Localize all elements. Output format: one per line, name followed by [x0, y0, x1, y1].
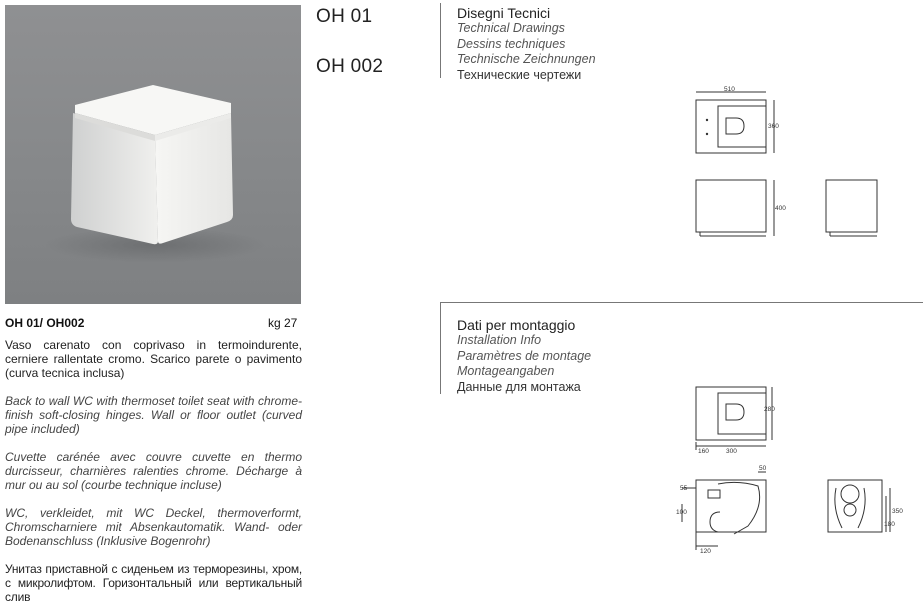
wc-illustration: [5, 5, 301, 304]
code-oh002: OH 002: [316, 56, 384, 77]
dim-height: 400: [775, 205, 786, 212]
drawings-subtitle-en: Technical Drawings: [457, 21, 565, 35]
dim-55: 55: [680, 485, 688, 492]
dim-120: 120: [700, 548, 711, 555]
drawings-divider: [440, 3, 441, 78]
description-en: Back to wall WC with thermoset toilet seat with chrome-finish soft-closing hinges. Wall or floor outlet (curved pipe included): [5, 394, 302, 436]
installation-drawings: [660, 380, 905, 555]
install-section-view: [696, 480, 766, 532]
dim-160: 160: [698, 448, 709, 455]
description-it: Vaso carenato con coprivaso in termoindurente, cerniere rallentate cromo. Scarico parete o pavimento (curva tecnica inclusa): [5, 338, 302, 380]
dim-depth: 360: [768, 123, 779, 130]
drawings-subtitle-fr: Dessins techniques: [457, 36, 566, 51]
top-view-outline: [696, 100, 766, 153]
product-name: OH 01/ OH002: [5, 316, 85, 330]
side-view-outline: [826, 180, 877, 232]
product-photo: [5, 5, 301, 304]
description-fr: Cuvette carénée avec couvre cuvette en thermo durcisseur, charnières ralenties chrome. Décharge à mur ou au sol (courbe technique incluse): [5, 450, 302, 492]
installation-subtitle-ru: Данные для монтажа: [457, 379, 581, 394]
drawings-subtitle-de: Technische Zeichnungen: [457, 52, 596, 66]
dim-100: 100: [676, 509, 687, 516]
installation-header: [457, 317, 591, 395]
installation-subtitle-de: Montageangaben: [457, 364, 555, 378]
drawings-header: [457, 5, 596, 83]
code-oh01: OH 01: [316, 6, 373, 27]
description-de: WC, verkleidet, mit WC Deckel, thermoverformt, Chromscharniere mit Absenkautomatik. Wand- oder Bodenanschluss (Inklusive Bogenrohr): [5, 506, 302, 548]
dim-280: 280: [764, 406, 775, 413]
installation-subtitle-en: Installation Info: [457, 333, 542, 347]
installation-divider: [440, 302, 441, 394]
dim-50: 50: [759, 465, 767, 472]
front-view-outline: [696, 180, 766, 232]
installation-rule: [440, 302, 923, 303]
description-ru: Унитаз приставной с сиденьем из терморезины, хром, с микролифтом. Горизонтальный или вертикальный слив: [5, 562, 302, 604]
installation-subtitle-fr: Paramètres de montage: [457, 348, 592, 363]
installation-title: Dati per montaggio: [457, 317, 576, 333]
install-top-view: [696, 387, 766, 440]
drawings-subtitle-ru: Технические чертежи: [457, 67, 582, 82]
dim-350: 350: [892, 508, 903, 515]
technical-drawings: [680, 80, 895, 245]
drawings-title: Disegni Tecnici: [457, 5, 551, 21]
dim-180: 180: [884, 521, 895, 528]
dim-width: 510: [724, 86, 735, 93]
dim-300: 300: [726, 448, 737, 455]
product-weight: kg 27: [268, 316, 298, 330]
